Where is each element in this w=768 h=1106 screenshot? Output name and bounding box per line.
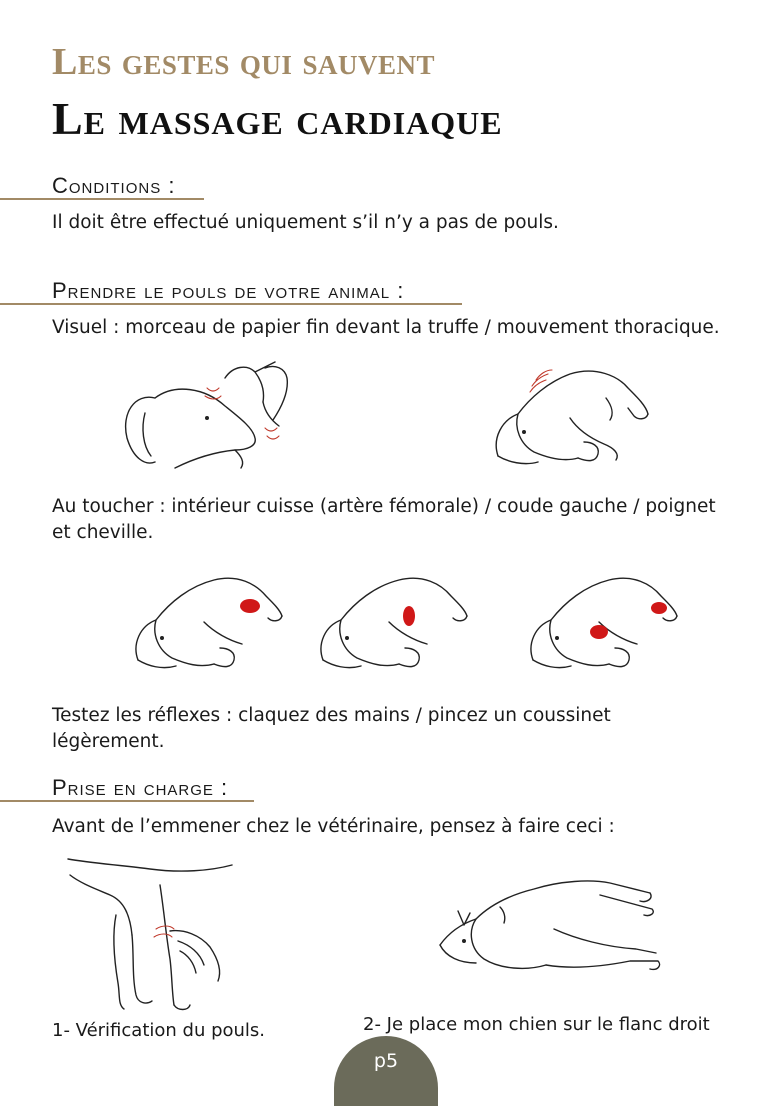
care-step1-caption: 1- Vérification du pouls.	[52, 1020, 266, 1041]
dog-elbow-pulse-illustration	[305, 570, 475, 675]
page-number-tab	[334, 1036, 438, 1106]
pulse-visual-text: Visuel : morceau de papier fin devant la truffe / mouvement thoracique.	[52, 317, 720, 338]
pulse-reflex-text-line1: Testez les réflexes : claquez des mains / pincez un coussinet	[52, 705, 611, 726]
pulse-divider	[0, 303, 462, 305]
pulse-heading: Prendre le pouls de votre animal :	[52, 278, 405, 303]
pulse-touch-text-line2: et cheville.	[52, 522, 154, 543]
dog-right-side-illustration	[430, 865, 670, 985]
dog-head-hand-illustration	[115, 358, 315, 478]
dog-femoral-pulse-illustration	[120, 570, 290, 675]
pulse-reflex-text-line2: légèrement.	[52, 731, 165, 752]
care-heading: Prise en charge :	[52, 775, 229, 800]
conditions-text: Il doit être effectué uniquement s’il n’y a pas de pouls.	[52, 212, 559, 233]
page-title: Le massage cardiaque	[52, 93, 503, 144]
checking-pulse-illustration	[60, 855, 240, 1015]
lying-dog-breathing-illustration	[478, 358, 658, 478]
pulse-touch-text-line1: Au toucher : intérieur cuisse (artère fémorale) / coude gauche / poignet	[52, 496, 716, 517]
conditions-divider	[0, 198, 204, 200]
kicker-title: Les gestes qui sauvent	[52, 41, 435, 83]
conditions-heading: Conditions :	[52, 173, 176, 198]
care-divider	[0, 800, 254, 802]
care-text: Avant de l’emmener chez le vétérinaire, pensez à faire ceci :	[52, 816, 615, 837]
care-step2-caption: 2- Je place mon chien sur le flanc droit	[363, 1014, 710, 1035]
dog-wrist-ankle-pulse-illustration	[515, 570, 685, 675]
page-number: p5	[373, 1050, 399, 1072]
